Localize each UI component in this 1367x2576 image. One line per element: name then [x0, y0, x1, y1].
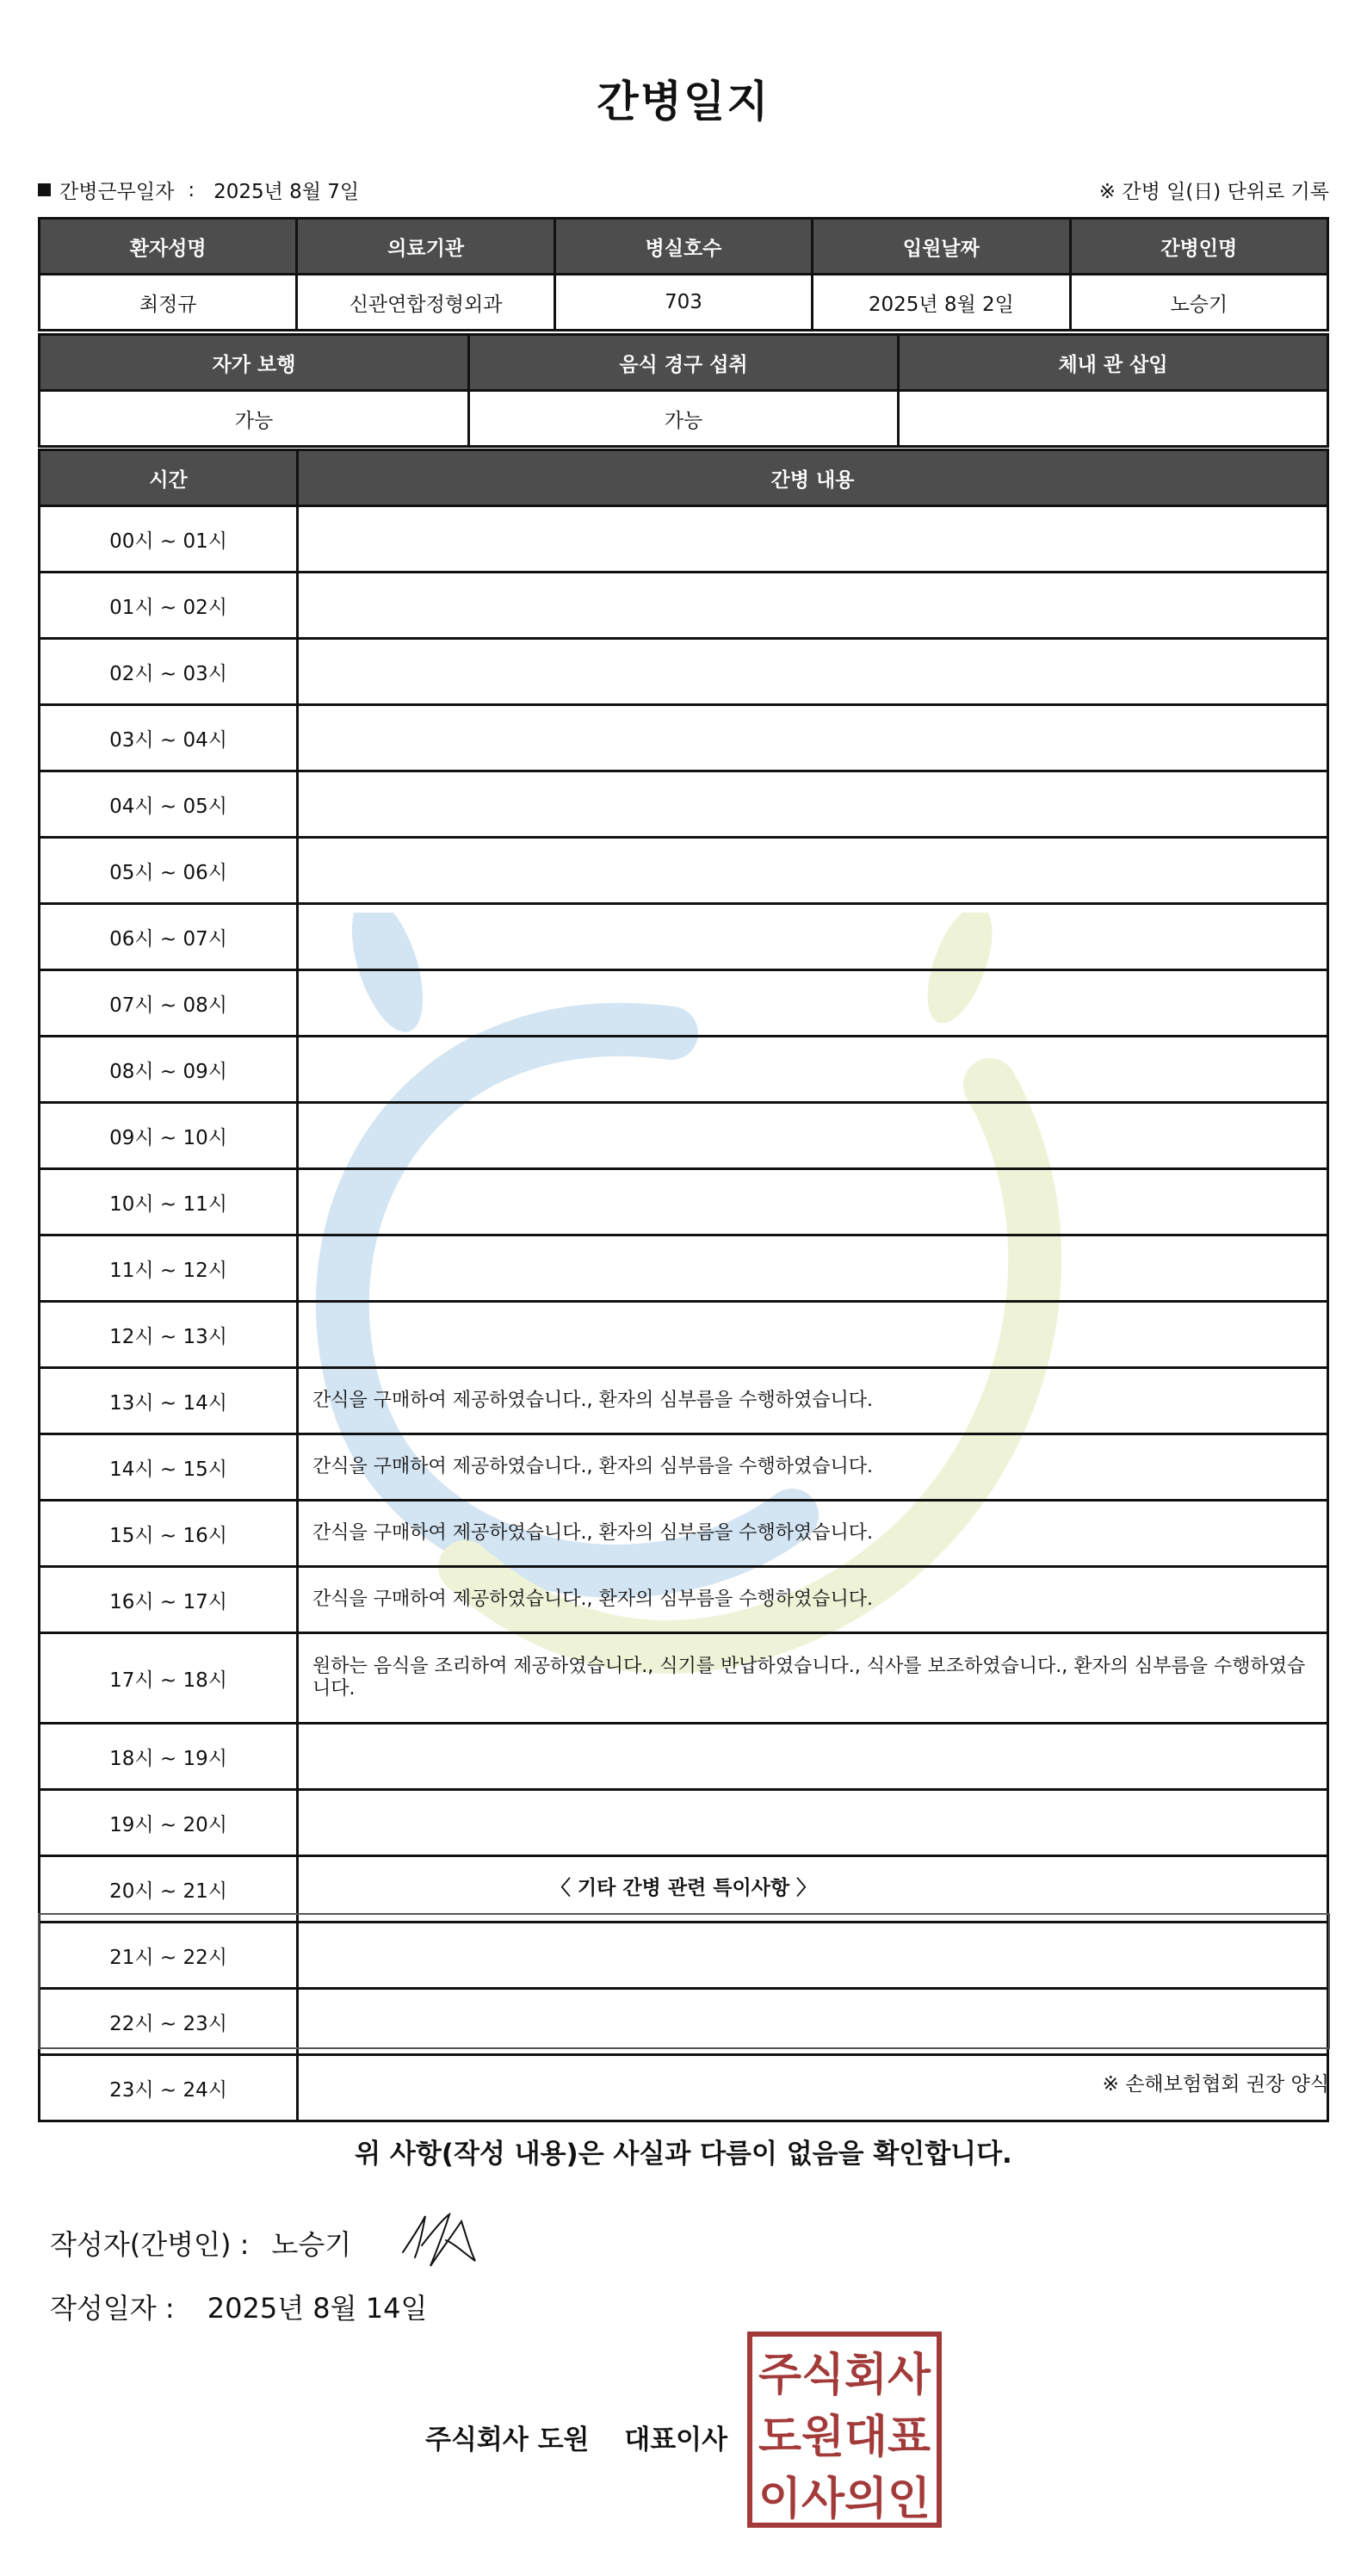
- log-content-cell: [298, 771, 1328, 838]
- svg-text:도원대표: 도원대표: [758, 2412, 931, 2463]
- log-row: [40, 1790, 1328, 1856]
- header-self-walking: 자가 보행: [40, 335, 469, 391]
- hospital-value: 신관연합정형외과: [297, 275, 554, 331]
- company-name: 주식회사 도원: [425, 2424, 590, 2455]
- log-content-cell: [298, 1169, 1328, 1235]
- log-content-cell: [298, 506, 1328, 573]
- log-content-cell: [298, 970, 1328, 1037]
- log-content-cell: 간식을 구매하여 제공하였습니다., 환자의 심부름을 수행하였습니다.: [298, 1501, 1328, 1567]
- log-row: [40, 771, 1328, 838]
- log-content-cell: [298, 1235, 1328, 1302]
- oral-intake-value: 가능: [469, 391, 899, 447]
- log-time-cell: 00시 ~ 01시: [40, 506, 298, 573]
- status-value-row: [40, 391, 1328, 447]
- log-content-cell: [298, 639, 1328, 705]
- log-row: [40, 1037, 1328, 1103]
- log-time-cell: 03시 ~ 04시: [40, 705, 298, 771]
- log-content-cell: [298, 1790, 1328, 1856]
- header-room: 병실호수: [554, 219, 812, 275]
- special-notes-title: 〈 기타 간병 관련 특이사항 〉: [550, 1877, 817, 1899]
- association-note: ※ 손해보험협회 권장 양식: [1102, 2073, 1329, 2096]
- log-row: [40, 838, 1328, 904]
- log-time-cell: 14시 ~ 15시: [40, 1434, 298, 1501]
- company-role: 대표이사: [624, 2424, 728, 2455]
- caregiver-name-value: 노승기: [1070, 275, 1327, 331]
- log-row: [40, 970, 1328, 1037]
- info-value-row: [40, 275, 1328, 331]
- header-tube-insertion: 체내 관 삽입: [899, 335, 1328, 391]
- handwritten-signature: [396, 2211, 482, 2275]
- log-time-cell: 02시 ~ 03시: [40, 639, 298, 705]
- header-care-content: 간병 내용: [298, 450, 1328, 506]
- log-time-cell: 12시 ~ 13시: [40, 1302, 298, 1368]
- log-row: [40, 904, 1328, 970]
- header-hospital: 의료기관: [297, 219, 554, 275]
- log-row: [40, 705, 1328, 771]
- svg-text:이사의인: 이사의인: [758, 2474, 931, 2525]
- log-time-cell: 17시 ~ 18시: [40, 1633, 298, 1724]
- log-content-cell: [298, 1302, 1328, 1368]
- log-time-cell: 18시 ~ 19시: [40, 1724, 298, 1790]
- log-time-cell: 06시 ~ 07시: [40, 904, 298, 970]
- log-time-cell: 13시 ~ 14시: [40, 1368, 298, 1434]
- work-date-value: 2025년 8월 7일: [213, 181, 360, 203]
- log-row: [40, 1368, 1328, 1434]
- log-content-cell: [298, 1724, 1328, 1790]
- header-patient-name: 환자성명: [40, 219, 297, 275]
- status-header-row: [40, 335, 1328, 391]
- square-bullet-icon: [38, 183, 51, 196]
- work-date-label: 간병근무일자: [59, 181, 175, 203]
- room-value: 703: [554, 275, 812, 331]
- patient-name-value: 최정규: [40, 275, 297, 331]
- write-date-line: [50, 2287, 427, 2326]
- log-content-cell: 간식을 구매하여 제공하였습니다., 환자의 심부름을 수행하였습니다.: [298, 1368, 1328, 1434]
- work-date: [38, 176, 359, 204]
- self-walking-value: 가능: [40, 391, 469, 447]
- log-time-cell: 22시 ~ 23시: [40, 1989, 298, 2055]
- log-header-row: [40, 450, 1328, 506]
- log-row: [40, 573, 1328, 639]
- log-time-cell: 21시 ~ 22시: [40, 1923, 298, 1989]
- patient-info-table: [38, 217, 1329, 331]
- log-time-cell: 10시 ~ 11시: [40, 1169, 298, 1235]
- info-header-row: [40, 219, 1328, 275]
- writer-line: [50, 2223, 351, 2263]
- log-time-cell: 01시 ~ 02시: [40, 573, 298, 639]
- patient-status-table: [38, 333, 1329, 448]
- company-line: [425, 2418, 727, 2456]
- log-row: [40, 1724, 1328, 1790]
- log-row: [40, 1567, 1328, 1633]
- log-time-cell: 20시 ~ 21시: [40, 1856, 298, 1923]
- log-row: [40, 1169, 1328, 1235]
- header-oral-intake: 음식 경구 섭취: [469, 335, 899, 391]
- log-time-cell: 09시 ~ 10시: [40, 1103, 298, 1169]
- writer-label: 작성자(간병인) :: [50, 2228, 250, 2261]
- log-time-cell: 05시 ~ 06시: [40, 838, 298, 904]
- special-notes-box: [38, 1913, 1330, 2049]
- log-content-cell: [298, 573, 1328, 639]
- log-row: [40, 1302, 1328, 1368]
- log-time-cell: 15시 ~ 16시: [40, 1501, 298, 1567]
- log-content-cell: 간식을 구매하여 제공하였습니다., 환자의 심부름을 수행하였습니다.: [298, 1434, 1328, 1501]
- log-row: [40, 1434, 1328, 1501]
- log-content-cell: [298, 904, 1328, 970]
- log-content-cell: [298, 838, 1328, 904]
- svg-text:주식회사: 주식회사: [758, 2350, 931, 2401]
- log-time-cell: 23시 ~ 24시: [40, 2055, 298, 2121]
- tube-insertion-value: [899, 391, 1328, 447]
- log-time-cell: 04시 ~ 05시: [40, 771, 298, 838]
- writer-name: 노승기: [271, 2228, 352, 2261]
- write-date-value: 2025년 8월 14일: [207, 2292, 428, 2325]
- log-content-cell: [298, 1103, 1328, 1169]
- log-row: [40, 639, 1328, 705]
- company-seal: [747, 2331, 942, 2528]
- unit-note: ※ 간병 일(日) 단위로 기록: [1098, 181, 1329, 203]
- write-date-label: 작성일자 :: [50, 2292, 175, 2325]
- log-content-cell: 간식을 구매하여 제공하였습니다., 환자의 심부름을 수행하였습니다.: [298, 1567, 1328, 1633]
- header-caregiver-name: 간병인명: [1070, 219, 1327, 275]
- confirmation-statement: 위 사항(작성 내용)은 사실과 다름이 없음을 확인합니다.: [355, 2139, 1012, 2170]
- log-row: [40, 506, 1328, 573]
- admission-date-value: 2025년 8월 2일: [813, 275, 1070, 331]
- log-time-cell: 07시 ~ 08시: [40, 970, 298, 1037]
- log-time-cell: 16시 ~ 17시: [40, 1567, 298, 1633]
- log-row: [40, 1501, 1328, 1567]
- page-title: 간병일지: [597, 77, 770, 127]
- header-admission-date: 입원날짜: [813, 219, 1070, 275]
- log-time-cell: 11시 ~ 12시: [40, 1235, 298, 1302]
- log-row: [40, 1235, 1328, 1302]
- log-content-cell: 원하는 음식을 조리하여 제공하였습니다., 식기를 반납하였습니다., 식사를 보조하였습니다., 환자의 심부름을 수행하였습니다.: [298, 1633, 1328, 1724]
- log-time-cell: 08시 ~ 09시: [40, 1037, 298, 1103]
- log-content-cell: [298, 705, 1328, 771]
- log-time-cell: 19시 ~ 20시: [40, 1790, 298, 1856]
- header-time: 시간: [40, 450, 298, 506]
- log-row: [40, 1103, 1328, 1169]
- log-content-cell: [298, 1037, 1328, 1103]
- log-row: [40, 1633, 1328, 1724]
- work-date-separator: :: [188, 178, 195, 201]
